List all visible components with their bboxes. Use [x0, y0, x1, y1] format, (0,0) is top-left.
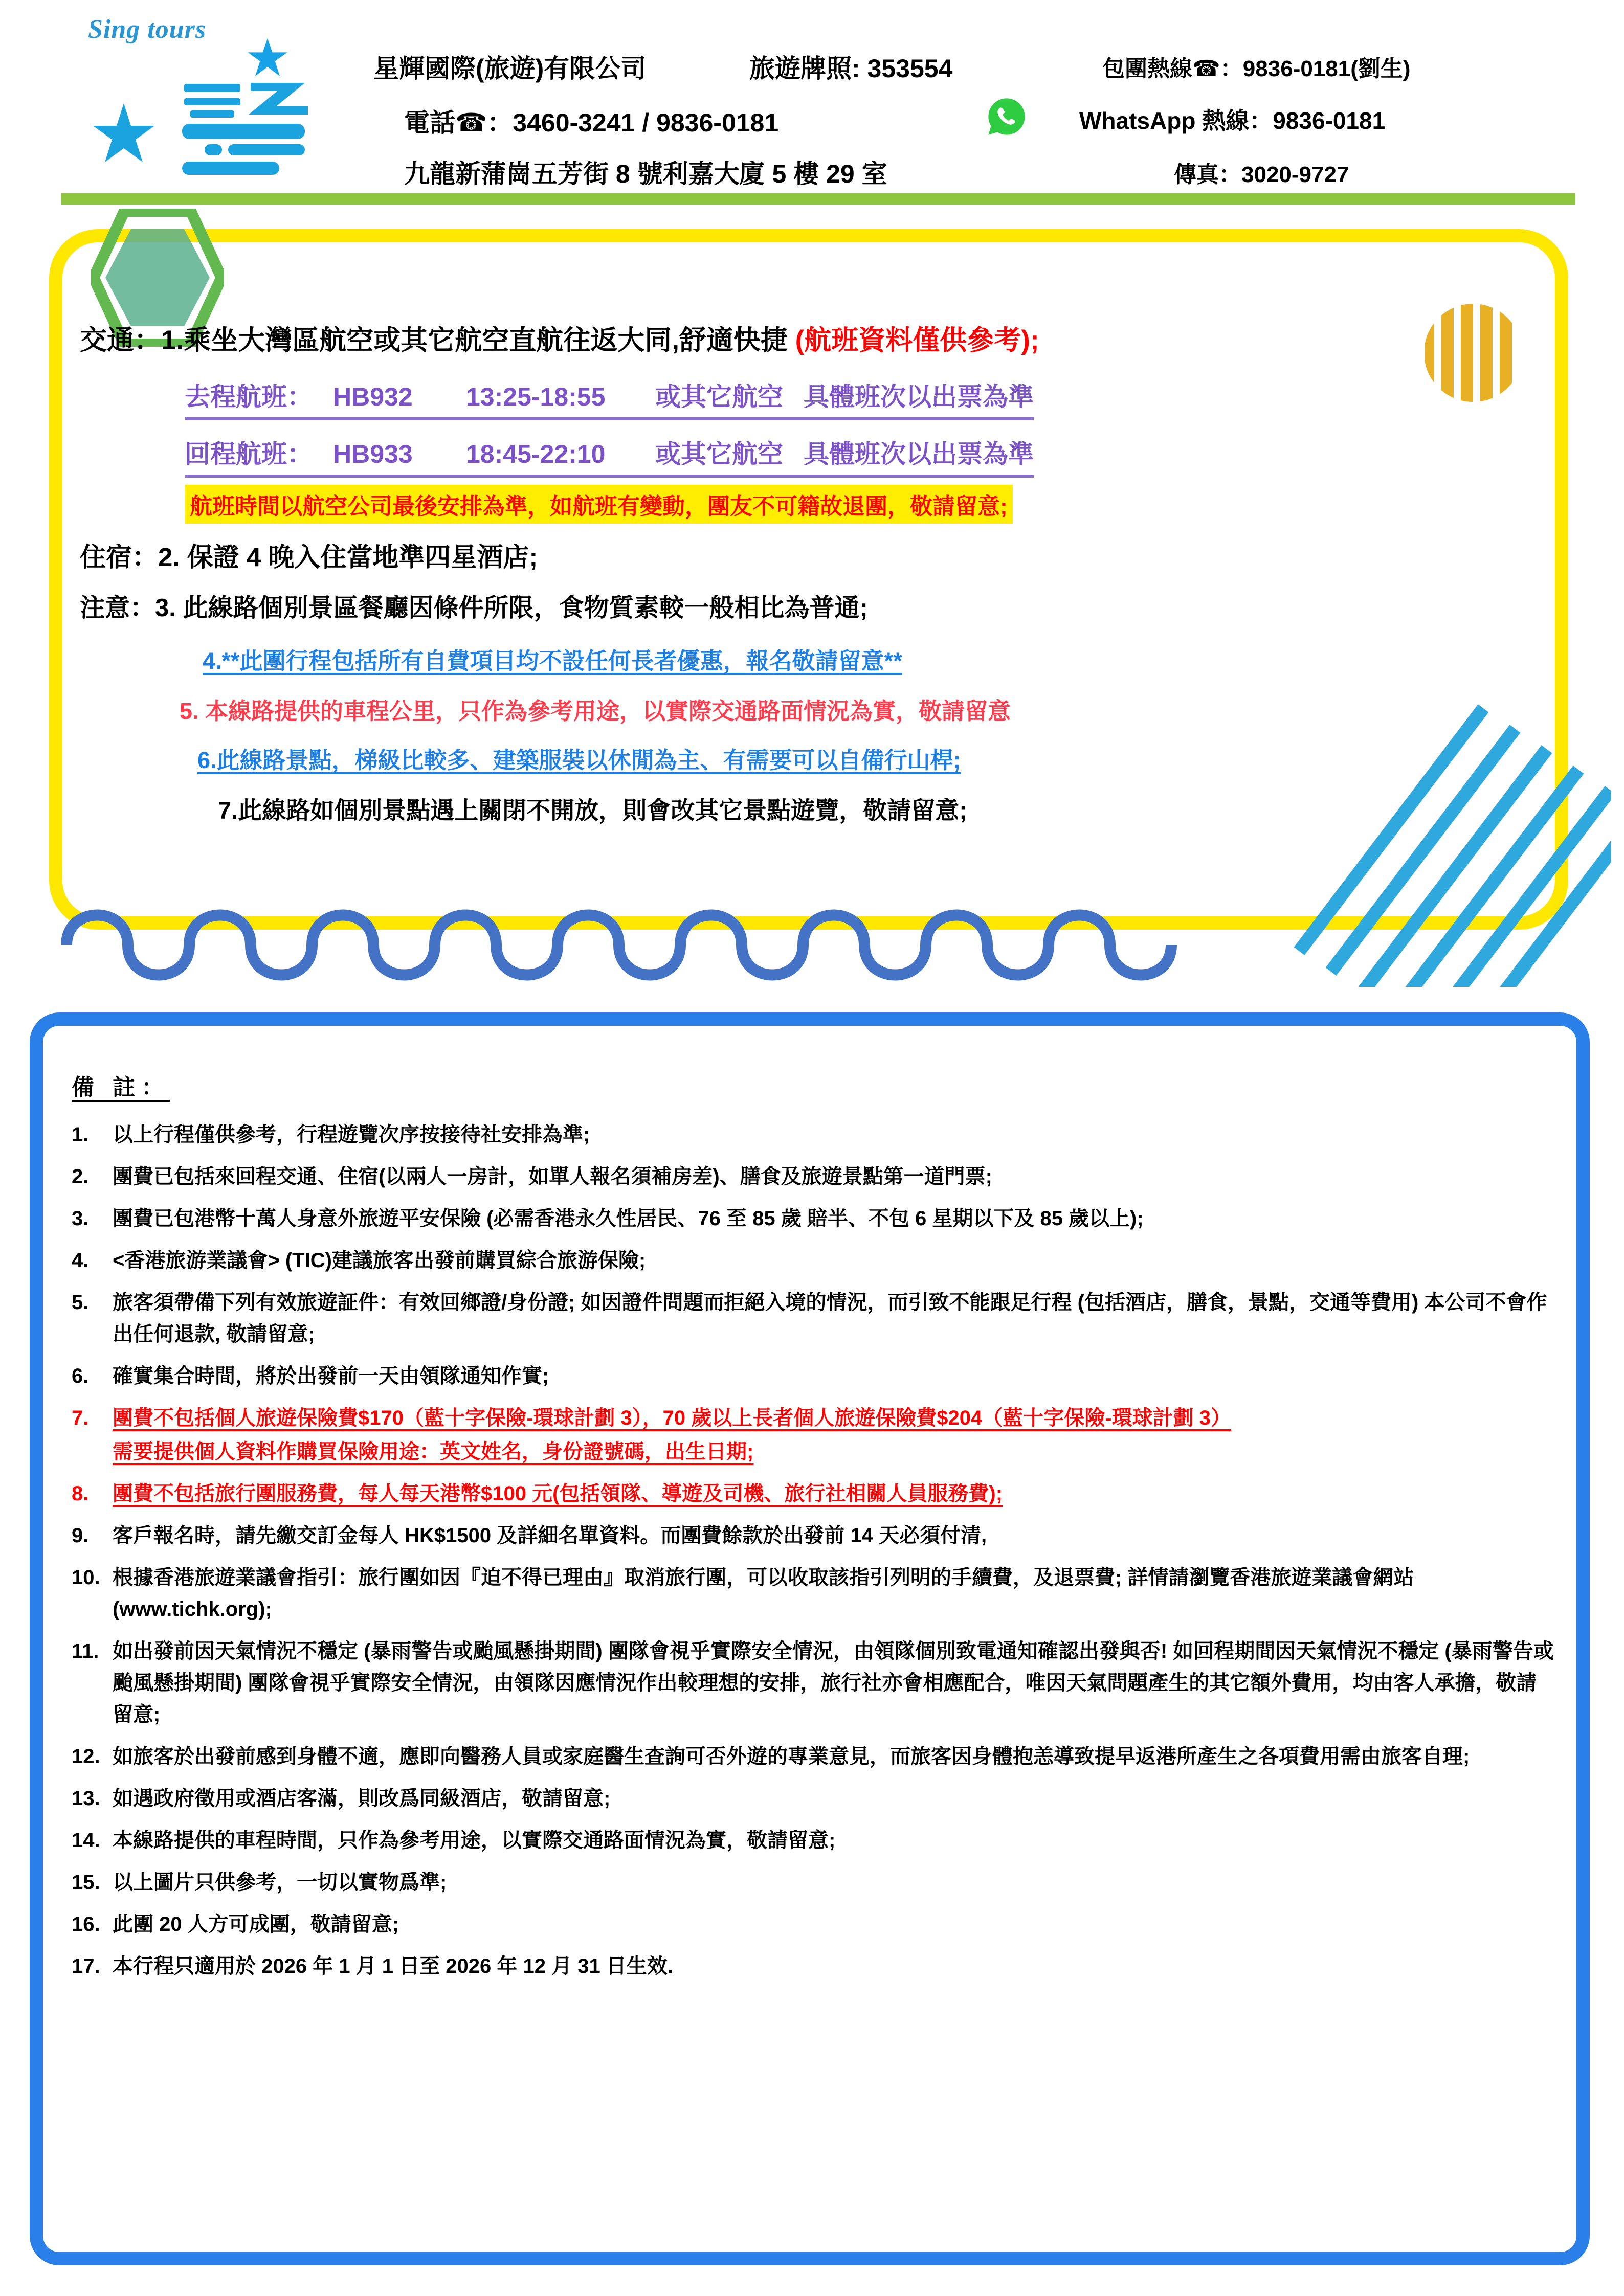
- remark-text: [113, 1360, 1555, 1392]
- remarks-title: 備 註：: [72, 1075, 170, 1100]
- remark-text: [113, 1520, 1555, 1551]
- remark-number: 15.: [72, 1871, 100, 1894]
- flight-time-warning: 航班時間以航空公司最後安排為準，如航班有變動，團友不可籍故退團，敬請留意;: [185, 485, 1013, 524]
- remark-text-main: 客戶報名時，請先繳交訂金每人 HK$1500 及詳細名單資料。而團費餘款於出發前 14 天必須付清,: [113, 1524, 987, 1547]
- outbound-flight-time: 13:25-18:55: [466, 382, 606, 411]
- remark-item: [72, 1119, 1555, 1151]
- remark-item: [72, 1478, 1555, 1510]
- fax-number: 傳真：3020-9727: [1174, 162, 1349, 187]
- return-flight-alt: 或其它航空: [655, 440, 783, 468]
- remark-text-main: 以上行程僅供參考，行程遊覽次序按接待社安排為準;: [113, 1123, 590, 1146]
- remark-text-main: 本行程只適用於 2026 年 1 月 1 日至 2026 年 12 月 31 日生效.: [113, 1955, 673, 1977]
- remark-item: [72, 1161, 1555, 1192]
- outbound-flight-code: HB932: [333, 382, 413, 411]
- remarks-list: [72, 1119, 1555, 1982]
- charter-hotline: 包團熱線☎：9836-0181(劉生): [1102, 56, 1411, 81]
- remark-text: [113, 1950, 1555, 1982]
- outbound-flight-row: [185, 376, 1034, 420]
- traffic-content: [49, 229, 1568, 930]
- remark-text-main: 如遇政府徵用或酒店客滿，則改爲同級酒店，敬請留意;: [113, 1787, 611, 1810]
- company-name: 星輝國際(旅遊)有限公司: [373, 54, 647, 83]
- remark-item: [72, 1562, 1555, 1625]
- remark-number: 7.: [72, 1407, 89, 1429]
- remark-number: 11.: [72, 1640, 99, 1662]
- remark-text-main: 根據香港旅遊業議會指引：旅行團如因『迫不得已理由』取消旅行團，可以收取該指引列明的手續費，及退票費; 詳情請瀏覽香港旅遊業議會網站(www.tichk.org);: [113, 1566, 1414, 1620]
- outbound-flight-label: 去程航班：: [185, 382, 313, 411]
- logo-wordmark: Sing tours: [88, 15, 207, 44]
- remark-item: [72, 1245, 1555, 1276]
- remark-text-main: 團費不包括旅行團服務費，每人每天港幣$100 元(包括領隊、導遊及司機、旅行社相關人員服務費);: [113, 1482, 1003, 1505]
- remark-number: 10.: [72, 1566, 100, 1589]
- remark-text-main: 團費已包括來回程交通、住宿(以兩人一房計，如單人報名須補房差)、膳食及旅遊景點第一道門票;: [113, 1165, 992, 1188]
- traffic-item-1: [80, 319, 1039, 357]
- remark-text-main: 以上圖片只供參考，一切以實物爲準;: [113, 1871, 447, 1894]
- remark-text: [113, 1783, 1555, 1814]
- star-tour-logo-icon: [77, 77, 317, 182]
- remark-item: [72, 1825, 1555, 1856]
- remark-text: [113, 1161, 1555, 1192]
- remark-number: 13.: [72, 1787, 100, 1810]
- whatsapp-icon: [987, 97, 1026, 136]
- remark-text-main: 團費不包括個人旅遊保險費$170（藍十字保險-環球計劃 3），70 歲以上長者個人旅遊保險費$204（藍十字保險-環球計劃 3）: [113, 1407, 1231, 1429]
- return-flight-code: HB933: [333, 440, 413, 468]
- remark-text-main: 旅客須帶備下列有效旅遊証件：有效回鄉證/身份證; 如因證件問題而拒絕入境的情況，而引致不能跟足行程 (包括酒店，膳食，景點，交通等費用) 本公司不會作出任何退款, 敬請留意;: [113, 1291, 1547, 1345]
- traffic-item-1-note: (航班資料僅供參考);: [795, 325, 1039, 355]
- remark-item: [72, 1741, 1555, 1772]
- remarks-content: [72, 1069, 1555, 1992]
- remark-number: 3.: [72, 1207, 89, 1230]
- remark-text: [113, 1825, 1555, 1856]
- remark-number: 12.: [72, 1745, 100, 1768]
- star-icon: [246, 35, 290, 79]
- remark-text: [113, 1287, 1555, 1350]
- remark-text-main: 確實集合時間，將於出發前一天由領隊通知作實;: [113, 1365, 549, 1387]
- remark-text-main: 本線路提供的車程時間，只作為參考用途，以實際交通路面情況為實，敬請留意;: [113, 1829, 836, 1852]
- remark-item: [72, 1203, 1555, 1234]
- licence-number: 旅遊牌照: 353554: [749, 54, 953, 83]
- remark-number: 6.: [72, 1365, 89, 1387]
- remark-text-main: 如出發前因天氣情況不穩定 (暴雨警告或颱風懸掛期間) 團隊會視乎實際安全情況，由領隊個別致電通知確認出發與否! 如回程期間因天氣情況不穩定 (暴雨警告或颱風懸掛期間) 團隊會視乎實際安全情況，由領隊因應情況作出較理想的安排，旅行社亦會相應配合，唯因天氣問題產生的其它額外費用，均由客人承擔，敬請留意;: [113, 1640, 1554, 1726]
- remark-item: [72, 1908, 1555, 1940]
- return-flight-time: 18:45-22:10: [466, 440, 606, 468]
- whatsapp-hotline: WhatsApp 熱線：9836-0181: [1079, 107, 1386, 134]
- telephone-line: 電話☎：3460-3241 / 9836-0181: [404, 108, 779, 137]
- remark-text: [113, 1866, 1555, 1898]
- notice-item-7: 7.此線路如個別景點遇上關閉不開放，則會改其它景點遊覽，敬請留意;: [218, 797, 967, 824]
- notice-item-4: 4.**此團行程包括所有自費項目均不設任何長者優惠，報名敬請留意**: [203, 648, 902, 674]
- return-flight-row: [185, 434, 1034, 478]
- remark-item: [72, 1866, 1555, 1898]
- remark-number: 16.: [72, 1913, 100, 1935]
- remark-item: [72, 1635, 1555, 1730]
- outbound-flight-note: 具體班次以出票為準: [804, 382, 1034, 411]
- notice-item-5: 5. 本線路提供的車程公里，只作為參考用途，以實際交通路面情況為實，敬請留意: [180, 698, 1011, 724]
- accommodation-item: 住宿：2. 保證 4 晚入住當地準四星酒店;: [80, 543, 538, 572]
- notice-item-3: 注意：3. 此線路個別景區餐廳因條件所限，食物質素較一般相比為普通;: [80, 594, 868, 622]
- remark-text: [113, 1908, 1555, 1940]
- outbound-flight-alt: 或其它航空: [655, 382, 783, 411]
- return-flight-label: 回程航班：: [185, 440, 313, 468]
- remark-text: [113, 1478, 1555, 1510]
- page-header: [0, 0, 1624, 205]
- remark-text: [113, 1203, 1555, 1234]
- company-logo: [77, 11, 322, 180]
- remark-text-main: 如旅客於出發前感到身體不適，應即向醫務人員或家庭醫生查詢可否外遊的專業意見，而旅客因身體抱恙導致提早返港所產生之各項費用需由旅客自理;: [113, 1745, 1470, 1768]
- remark-text: [113, 1562, 1555, 1625]
- remark-number: 17.: [72, 1955, 100, 1977]
- remark-text-main: 此團 20 人方可成團，敬請留意;: [113, 1913, 399, 1935]
- remark-item: [72, 1360, 1555, 1392]
- green-divider: [61, 193, 1575, 205]
- return-flight-note: 具體班次以出票為準: [804, 440, 1034, 468]
- remark-number: 9.: [72, 1524, 89, 1547]
- remark-text: [113, 1402, 1555, 1468]
- notice-item-6: 6.此線路景點，梯級比較多、建築服裝以休閒為主、有需要可以自備行山桿;: [197, 747, 961, 773]
- remark-number: 14.: [72, 1829, 100, 1852]
- remark-text: [113, 1119, 1555, 1151]
- remark-text: [113, 1245, 1555, 1276]
- remark-item: [72, 1950, 1555, 1982]
- remark-number: 1.: [72, 1123, 89, 1146]
- remark-number: 2.: [72, 1165, 89, 1188]
- company-address: 九龍新蒲崗五芳街 8 號利嘉大廈 5 樓 29 室: [404, 160, 887, 188]
- remark-item: [72, 1287, 1555, 1350]
- remark-item: [72, 1402, 1555, 1468]
- remark-item: [72, 1520, 1555, 1551]
- remark-text: [113, 1635, 1555, 1730]
- remark-text-main: 團費已包港幣十萬人身意外旅遊平安保險 (必需香港永久性居民、76 至 85 歲 賠半、不包 6 星期以下及 85 歲以上);: [113, 1207, 1144, 1230]
- remark-text-main: <香港旅游業議會> (TIC)建議旅客出發前購買綜合旅游保險;: [113, 1249, 646, 1272]
- traffic-item-1-label: 交通：1.: [80, 325, 184, 355]
- remark-number: 4.: [72, 1249, 89, 1272]
- remark-item: [72, 1783, 1555, 1814]
- remark-number: 8.: [72, 1482, 89, 1505]
- traffic-item-1-text: 乘坐大灣區航空或其它航空直航往返大同,舒適快捷: [184, 325, 795, 355]
- remark-text: [113, 1741, 1555, 1772]
- remark-text-sub: 需要提供個人資料作購買保險用途：英文姓名，身份證號碼，出生日期;: [113, 1440, 754, 1463]
- remark-number: 5.: [72, 1291, 89, 1314]
